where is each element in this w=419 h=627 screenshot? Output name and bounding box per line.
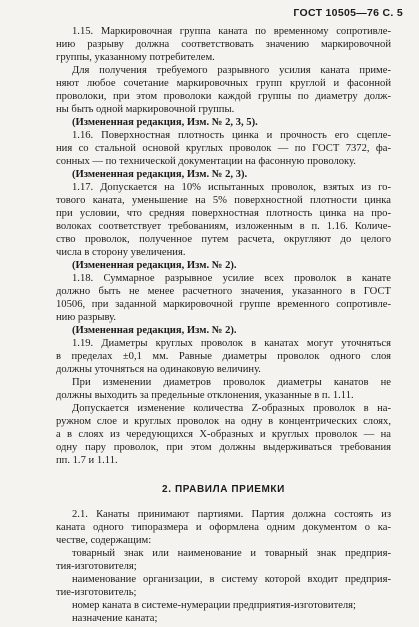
edition-note: (Измененная редакция, Изм. № 2). (72, 260, 237, 271)
text-line: числа в сторону увеличения. (56, 247, 186, 258)
text-line: тие-изготовитель; (56, 587, 137, 598)
section-heading: 2. ПРАВИЛА ПРИЕМКИ (162, 484, 285, 495)
text-line: пп. 1.7 и 1.11. (56, 455, 118, 466)
text-line: нию разрыву. (56, 312, 117, 323)
paragraph (56, 25, 391, 64)
text-line: тового каната, уменьшение на 5% поверхностной плотности цинка (56, 195, 391, 206)
text-line: 2.1. Канаты принимают партиями. Партия должна состоять из (72, 509, 391, 520)
text-line: наименование организации, в систему которой входит предприя- (72, 574, 391, 585)
text-line: честве, содержащим: (56, 535, 152, 546)
text-line: няют любое сочетание маркировочных групп круглой и фасонной (56, 78, 391, 89)
paragraph (56, 181, 391, 259)
text-line: ны быть одной маркировочной группы. (56, 104, 235, 115)
page-header: ГОСТ 10505—76 С. 5 (293, 7, 403, 19)
text-line: 1.17. Допускается на 10% испытанных проволок, взятых из го- (72, 182, 391, 193)
paragraph (56, 402, 391, 467)
text-line: номер каната в системе-нумерации предприятия-изготовителя; (72, 600, 356, 611)
text-line: в пределах ±0,1 мм. Равные диаметры проволок одного слоя (56, 351, 391, 362)
text-line: при условии, что средняя поверхностная плотность цинка на про- (56, 208, 391, 219)
text-line: 1.15. Маркировочная группа каната по временному сопротивле- (72, 26, 391, 37)
text-line: группы, указанному потребителем. (56, 52, 215, 63)
text-line: должны уточняться на одинаковую величину. (56, 364, 261, 375)
paragraph (56, 129, 391, 168)
edition-note: (Измененная редакция, Изм. № 2, 3, 5). (72, 117, 258, 128)
text-line: 1.16. Поверхностная плотность цинка и прочность его сцепле- (72, 130, 391, 141)
text-line: каната одного типоразмера и оформлена одним документом о ка- (56, 522, 391, 533)
text-line: 1.18. Суммарное разрывное усилие всех проволок в канате (72, 273, 391, 284)
text-line: ния со стальной основой круглых проволок — по ГОСТ 7372, фа- (56, 143, 391, 154)
paragraph (56, 573, 391, 599)
text-line: сонных — по технической документации на фасонную проволоку. (56, 156, 356, 167)
paragraph (56, 337, 391, 376)
text-line: 1.19. Диаметры круглых проволок в канатах могут уточняться (72, 338, 391, 349)
paragraph (56, 547, 391, 573)
paragraph (56, 272, 391, 324)
text-line: Допускается изменение количества Z-образных проволок в на- (72, 403, 391, 414)
edition-note: (Измененная редакция, Изм. № 2). (72, 325, 237, 336)
text-line: а в слоях из чередующихся X-образных и круглых проволок — на (56, 429, 391, 440)
text-line: нию разрыву должна соответствовать значению маркировочной (56, 39, 391, 50)
text-line: товарный знак или наименование и товарный знак предприя- (72, 548, 391, 559)
edition-note: (Измененная редакция, Изм. № 2, 3). (72, 169, 248, 180)
text-line: 10506, при заданной маркировочной группе временного сопротивле- (56, 299, 391, 310)
paragraph (56, 612, 391, 625)
text-line: волоках соответствует требованиям, изложенным в п. 1.16. Количе- (56, 221, 391, 232)
text-line: Для получения требуемого разрывного усилия каната приме- (72, 65, 391, 76)
text-line: тия-изготовителя; (56, 561, 137, 572)
text-line: должны выходить за предельные отклонения, указанные в п. 1.11. (56, 390, 354, 401)
text-line: ство проволок, полученное путем расчета, округляют до целого (56, 234, 391, 245)
text-line: одну пару проволок, при этом должны выдерживаться требования (56, 442, 391, 453)
text-line: ружном слое и круглых проволок на одну в концентрических слоях, (56, 416, 391, 427)
paragraph (56, 64, 391, 116)
document-body (56, 25, 391, 625)
text-line: При изменении диаметров проволок диаметры канатов не (72, 377, 391, 388)
text-line: назначение каната; (72, 613, 158, 624)
text-line: должно быть не менее расчетного значения, указанного в ГОСТ (56, 286, 391, 297)
paragraph (56, 376, 391, 402)
paragraph (56, 599, 391, 612)
paragraph (56, 508, 391, 547)
text-line: проволоки, при этом проволоки каждой группы по диаметру долж- (56, 91, 391, 102)
